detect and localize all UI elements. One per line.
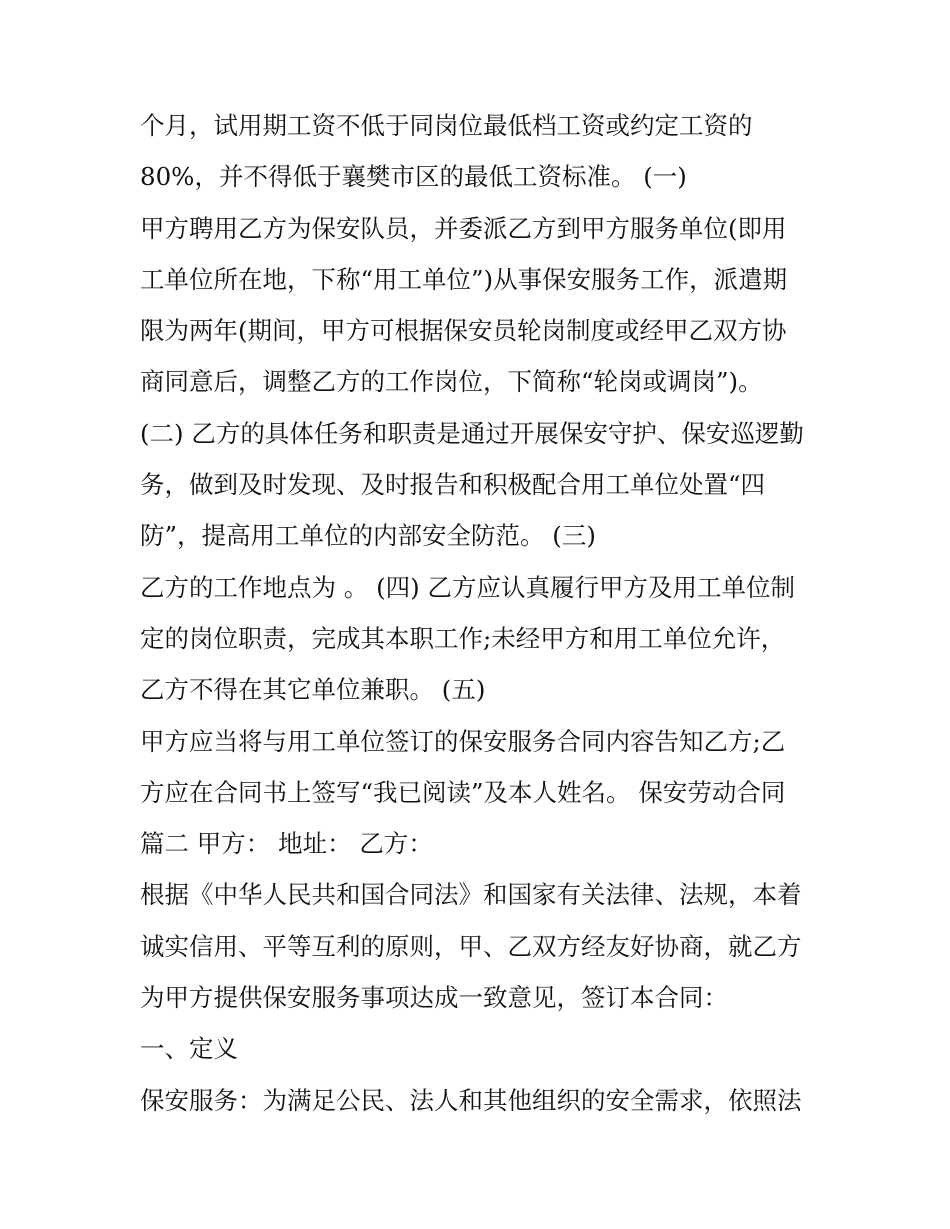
text-line: 诚实信用、平等互利的原则，甲、乙双方经友好协商，就乙方 xyxy=(140,931,802,961)
text-line: 甲方聘用乙方为保安队员，并委派乙方到甲方服务单位(即用 xyxy=(140,213,787,243)
text-line: 定的岗位职责，完成其本职工作;未经甲方和用工单位允许， xyxy=(140,623,786,653)
text-line: 甲方应当将与用工单位签订的保安服务合同内容告知乙方;乙 xyxy=(140,726,786,756)
section-heading: 一、定义 xyxy=(140,1034,238,1064)
text-line: 保安服务：为满足公民、法人和其他组织的安全需求，依照法 xyxy=(140,1085,802,1115)
text-line: 商同意后，调整乙方的工作岗位，下简称“轮岗或调岗”)。 xyxy=(140,367,763,397)
text-line: 方应在合同书上签写“我已阅读”及本人姓名。 保安劳动合同 xyxy=(140,777,786,807)
text-line: (二) 乙方的具体任务和职责是通过开展保安守护、保安巡逻勤 xyxy=(140,418,804,448)
text-line: 乙方不得在其它单位兼职。 (五) xyxy=(140,675,486,705)
text-line: 个月，试用期工资不低于同岗位最低档工资或约定工资的 xyxy=(140,111,753,140)
text-line: 80%，并不得低于襄樊市区的最低工资标准。 (一) xyxy=(140,162,687,192)
text-line: 根据《中华人民共和国合同法》和国家有关法律、法规，本着 xyxy=(140,880,802,910)
text-line: 乙方的工作地点为 。 (四) 乙方应认真履行甲方及用工单位制 xyxy=(140,572,795,602)
text-line: 防”，提高用工单位的内部安全防范。 (三) xyxy=(140,521,596,551)
document-body xyxy=(140,100,820,1126)
text-line: 篇二 甲方： 地址： 乙方： xyxy=(140,829,433,859)
text-line: 工单位所在地，下称“用工单位”)从事保安服务工作，派遣期 xyxy=(140,264,788,294)
text-line: 为甲方提供保安服务事项达成一致意见，签订本合同： xyxy=(140,983,728,1013)
text-line: 限为两年(期间，甲方可根据保安员轮岗制度或经甲乙双方协 xyxy=(140,316,787,346)
text-line: 务，做到及时发现、及时报告和积极配合用工单位处置“四 xyxy=(140,470,766,500)
